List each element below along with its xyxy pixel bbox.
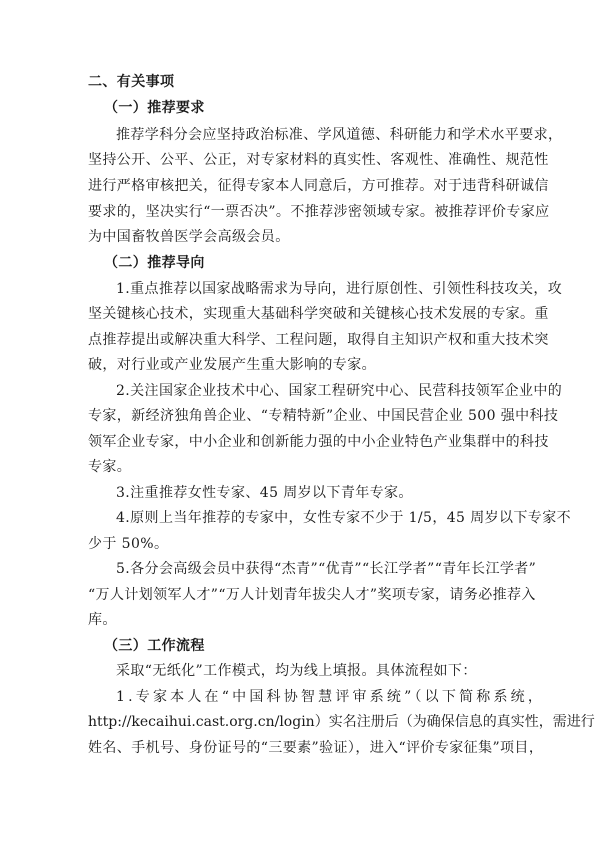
section-title: 二、有关事项 (88, 74, 175, 90)
orientation-item-2-line: 专家，新经济独角兽企业、“专精特新”企业、中国民营企业 500 强中科技 (88, 408, 559, 424)
requirements-line: 为中国畜牧兽医学会高级会员。 (88, 229, 290, 245)
orientation-item-2-line: 专家。 (88, 459, 132, 475)
orientation-item-2-line: 领军企业专家，中小企业和创新能力强的中小企业特色产业集群中的科技 (88, 434, 549, 450)
workflow-line: http://kecaihui.cast.org.cn/login）实名注册后（为确保信息的真实性，需进行 (88, 714, 595, 730)
subsection-title-workflow: （三）工作流程 (104, 638, 205, 654)
orientation-item-2-line: 2.关注国家企业技术中心、国家工程研究中心、民营科技领军企业中的 (116, 383, 563, 399)
orientation-item-1-line: 1.重点推荐以国家战略需求为导向，进行原创性、引领性科技攻关，攻 (116, 281, 563, 297)
orientation-item-4-line: 少于 50%。 (88, 536, 169, 552)
subsection-title-requirements: （一）推荐要求 (104, 100, 205, 116)
orientation-item-4-line: 4.原则上当年推荐的专家中，女性专家不少于 1/5，45 周岁以下专家不 (116, 510, 572, 526)
workflow-line: 姓名、手机号、身份证号的“三要素”验证），进入“评价专家征集”项目， (88, 740, 544, 756)
workflow-intro: 采取“无纸化”工作模式，均为线上填报。具体流程如下： (116, 663, 477, 679)
orientation-item-3-line: 3.注重推荐女性专家、45 周岁以下青年专家。 (116, 485, 413, 501)
requirements-line: 要求的，坚决实行“一票否决”。不推荐涉密领域专家。被推荐评价专家应 (88, 204, 550, 220)
orientation-item-1-line: 点推荐提出或解决重大科学、工程问题，取得自主知识产权和重大技术突 (88, 332, 549, 348)
orientation-item-5-line: 库。 (88, 612, 117, 628)
workflow-line: 1.专家本人在“中国科协智慧评审系统”（以下简称系统， (116, 689, 546, 705)
requirements-line: 推荐学科分会应坚持政治标准、学风道德、科研能力和学术水平要求， (116, 127, 563, 143)
orientation-item-1-line: 坚关键核心技术，实现重大基础科学突破和关键核心技术发展的专家。重 (88, 306, 549, 322)
subsection-title-orientation: （二）推荐导向 (104, 255, 205, 271)
requirements-line: 进行严格审核把关，征得专家本人同意后，方可推荐。对于违背科研诚信 (88, 178, 549, 194)
orientation-item-1-line: 破，对行业或产业发展产生重大影响的专家。 (88, 357, 376, 373)
requirements-line: 坚持公开、公平、公正，对专家材料的真实性、客观性、准确性、规范性 (88, 152, 549, 168)
orientation-item-5-line: 5.各分会高级会员中获得“杰青”“优青”“长江学者”“青年长江学者” (116, 561, 537, 577)
orientation-item-5-line: “万人计划领军人才”“万人计划青年拔尖人才”奖项专家，请务必推荐入 (88, 587, 536, 603)
